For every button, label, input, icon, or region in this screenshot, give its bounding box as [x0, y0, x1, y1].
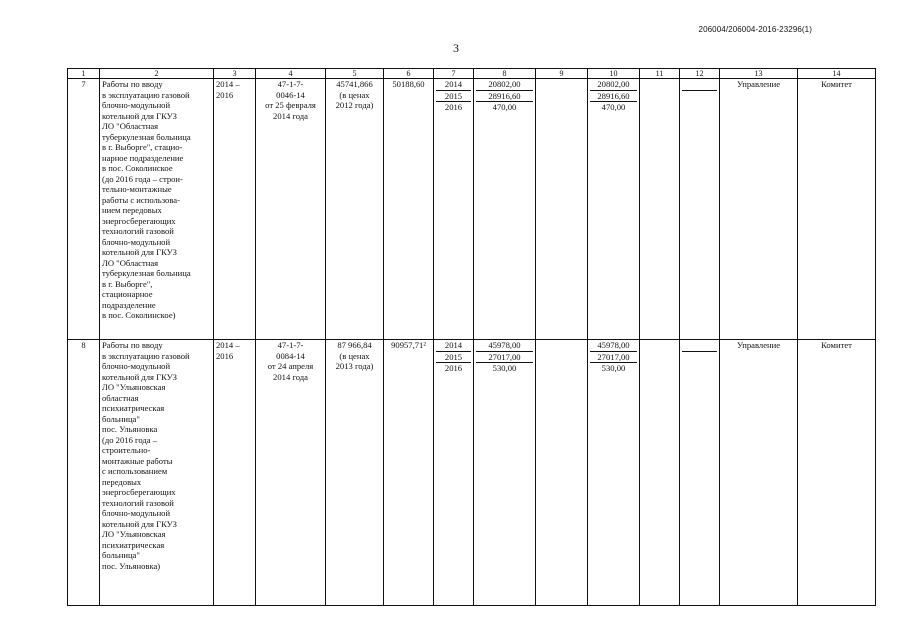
responsible-cell: Комитет [798, 340, 876, 606]
years-cell [434, 79, 474, 340]
empty-cell [640, 79, 680, 340]
work-description: Работы по вводу в эксплуатацию газовой блочно-модульной котельной для ГКУЗ ЛО "Ульяновская областная психиатрическая больница" пос. Ульяновка (до 2016 года – строительно- монтажные работы с использованием передовых энергосберегающих технологий газовой блочно-модульной котельной для ГКУЗ ЛО "Ульяновская психиатрическая больница" пос. Ульяновка) [100, 340, 214, 606]
empty-cell [640, 340, 680, 606]
funding-value: 27017,00 [476, 351, 533, 363]
document-id: 206004/206004-2016-23296(1) [698, 25, 812, 34]
row-number: 7 [68, 79, 100, 340]
column-number: 5 [326, 69, 384, 79]
empty-cell [536, 340, 588, 606]
estimated-cost-cell: 87 966,84 (в ценах 2013 года) [326, 340, 384, 606]
budget-value: 27017,00 [590, 351, 637, 363]
expertise-cell: 47-1-7- 0084-14 от 24 апреля 2014 года [256, 340, 326, 606]
empty-cell [680, 340, 720, 606]
funding-value: 470,00 [476, 102, 533, 113]
column-number: 10 [588, 69, 640, 79]
customer-cell: Управление [720, 79, 798, 340]
year-value: 2016 [436, 102, 471, 113]
table-row [68, 340, 876, 606]
year-value: 2016 [436, 363, 471, 374]
budget-value: 45978,00 [597, 340, 630, 350]
work-description: Работы по вводу в эксплуатацию газовой блочно-модульной котельной для ГКУЗ ЛО "Областная туберкулезная больница в г. Выборге", стацио- нарное подразделение в пос. Соколинское (до 2016 года – строи- тельно-монтажные работы с использова- нием передовых энергосберегающих технологий газовой блочно-модульной котельной для ГКУЗ ЛО "Областная туберкулезная больница в г. Выборге", стационарное подразделение в пос. Соколинское) [100, 79, 214, 340]
empty-cell [680, 79, 720, 340]
years-cell [434, 340, 474, 606]
year-value: 2015 [436, 351, 471, 363]
row-number: 8 [68, 340, 100, 606]
budget-value: 530,00 [590, 363, 637, 374]
column-number: 13 [720, 69, 798, 79]
column-number: 2 [100, 69, 214, 79]
total-cost-cell: 90957,71² [384, 340, 434, 606]
budget-cell [588, 79, 640, 340]
column-number: 12 [680, 69, 720, 79]
funding-value: 530,00 [476, 363, 533, 374]
column-number: 7 [434, 69, 474, 79]
year-value: 2015 [436, 90, 471, 102]
funding-value: 28916,60 [476, 90, 533, 102]
column-number: 6 [384, 69, 434, 79]
page-number: 3 [453, 41, 459, 55]
total-cost-cell: 50188,60 [384, 79, 434, 340]
year-value: 2014 [444, 340, 463, 350]
column-number: 8 [474, 69, 536, 79]
table-row [68, 79, 876, 340]
budget-value: 470,00 [590, 102, 637, 113]
expertise-cell: 47-1-7- 0046-14 от 25 февраля 2014 года [256, 79, 326, 340]
budget-value: 28916,60 [590, 90, 637, 102]
year-value: 2014 [444, 79, 463, 89]
column-number: 1 [68, 69, 100, 79]
budget-cell [588, 340, 640, 606]
empty-cell [536, 79, 588, 340]
estimated-cost-cell: 45741,866 (в ценах 2012 года) [326, 79, 384, 340]
column-number: 11 [640, 69, 680, 79]
column-number-row [68, 69, 876, 79]
funding-value: 45978,00 [488, 340, 521, 350]
column-number: 14 [798, 69, 876, 79]
funding-value: 20802,00 [488, 79, 521, 89]
program-table [67, 68, 876, 606]
period-cell: 2014 – 2016 [214, 79, 256, 340]
budget-value: 20802,00 [597, 79, 630, 89]
funding-cell [474, 79, 536, 340]
customer-cell: Управление [720, 340, 798, 606]
funding-cell [474, 340, 536, 606]
responsible-cell: Комитет [798, 79, 876, 340]
column-number: 3 [214, 69, 256, 79]
column-number: 4 [256, 69, 326, 79]
column-number: 9 [536, 69, 588, 79]
period-cell: 2014 – 2016 [214, 340, 256, 606]
